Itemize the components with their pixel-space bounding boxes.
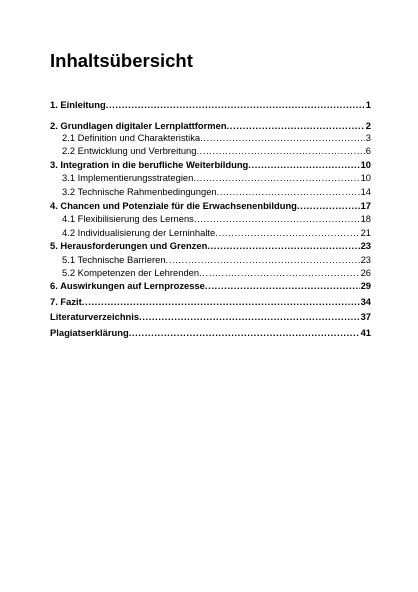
toc-entry [50, 239, 371, 253]
toc-dot-leader [166, 253, 360, 267]
toc-entry [62, 266, 371, 280]
toc-dot-leader [248, 158, 359, 172]
toc-entry [50, 199, 371, 213]
toc-entry-page-number: 23 [360, 253, 371, 265]
toc-dot-leader [196, 144, 364, 158]
toc-dot-leader [207, 239, 359, 253]
toc-entry-label: 5.1 Technische Barrieren [62, 253, 166, 265]
toc-dot-leader [199, 266, 359, 280]
toc-dot-leader [194, 212, 360, 226]
toc-entry-page-number: 29 [360, 280, 371, 291]
toc-entry-label: 2.2 Entwicklung und Verbreitung [62, 145, 197, 156]
toc-dot-leader [205, 279, 360, 293]
toc-entry [62, 144, 371, 158]
toc-dot-leader [297, 199, 360, 213]
toc-entry [50, 295, 371, 309]
toc-entry [62, 185, 371, 199]
toc-entry-page-number: 3 [365, 132, 371, 143]
toc-dot-leader [217, 185, 360, 199]
toc-entry-label: 3.2 Technische Rahmenbedingungen [62, 186, 217, 197]
toc-entry-page-number: 26 [360, 267, 371, 278]
toc-entry-label: 4.1 Flexibilisierung des Lernens [62, 213, 194, 224]
toc-entry-label: 5.2 Kompetenzen der Lehrenden [62, 267, 200, 278]
toc-entry-label: 3. Integration in die berufliche Weiterbildung [50, 159, 249, 170]
toc-entry-label: 2. Grundlagen digitaler Lernplattformen [50, 119, 227, 131]
page-title: Inhaltsübersicht [50, 50, 193, 71]
toc-entry [62, 131, 371, 145]
toc-entry-page-number: 1 [365, 99, 371, 110]
toc-entry-label: 6. Auswirkungen auf Lernprozesse [50, 280, 205, 291]
toc-entry-page-number: 14 [360, 186, 371, 197]
toc-entry-page-number: 10 [360, 172, 371, 183]
toc-entry-page-number: 2 [365, 119, 371, 131]
toc-entry [50, 326, 371, 340]
toc-dot-leader [129, 326, 360, 340]
toc-dot-leader [106, 98, 365, 112]
toc-dot-leader [82, 295, 360, 309]
toc-entry-page-number: 41 [360, 327, 371, 338]
toc-entry-label: 4.2 Individualisierung der Lerninhalte [62, 226, 216, 238]
toc-entry [62, 171, 371, 185]
toc-entry-label: 5. Herausforderungen und Grenzen [50, 240, 208, 251]
toc-entry-page-number: 10 [360, 159, 371, 170]
toc-entry-page-number: 23 [360, 240, 371, 251]
toc-dot-leader [139, 310, 359, 324]
toc-entry [50, 98, 371, 112]
toc-entry [62, 226, 371, 240]
toc-entry-page-number: 21 [360, 226, 371, 238]
toc-entry [50, 158, 371, 172]
toc-entry-page-number: 34 [360, 296, 371, 307]
toc-entry [62, 212, 371, 226]
toc-dot-leader [193, 171, 359, 185]
toc-entry-label: 4. Chancen und Potenziale für die Erwachsenenbildung [50, 199, 297, 211]
toc-entry-page-number: 6 [365, 145, 371, 156]
toc-entry-label: 1. Einleitung [50, 99, 106, 110]
toc-entry [50, 279, 371, 293]
toc-entry-page-number: 37 [360, 311, 371, 322]
toc-entry-label: 2.1 Definition und Charakteristika [62, 132, 201, 143]
toc-dot-leader [200, 131, 365, 145]
toc-entry-page-number: 17 [360, 199, 371, 211]
toc-entry-label: 3.1 Implementierungsstrategien [62, 172, 194, 183]
toc-entry-label: Plagiatserklärung [50, 327, 129, 338]
toc-dot-leader [215, 226, 359, 240]
toc-entry [62, 253, 371, 267]
toc-entry-label: 7. Fazit [50, 296, 82, 307]
toc-entry-label: Literaturverzeichnis [50, 311, 140, 322]
toc-entry-page-number: 18 [360, 213, 371, 224]
toc-entry [50, 310, 371, 324]
